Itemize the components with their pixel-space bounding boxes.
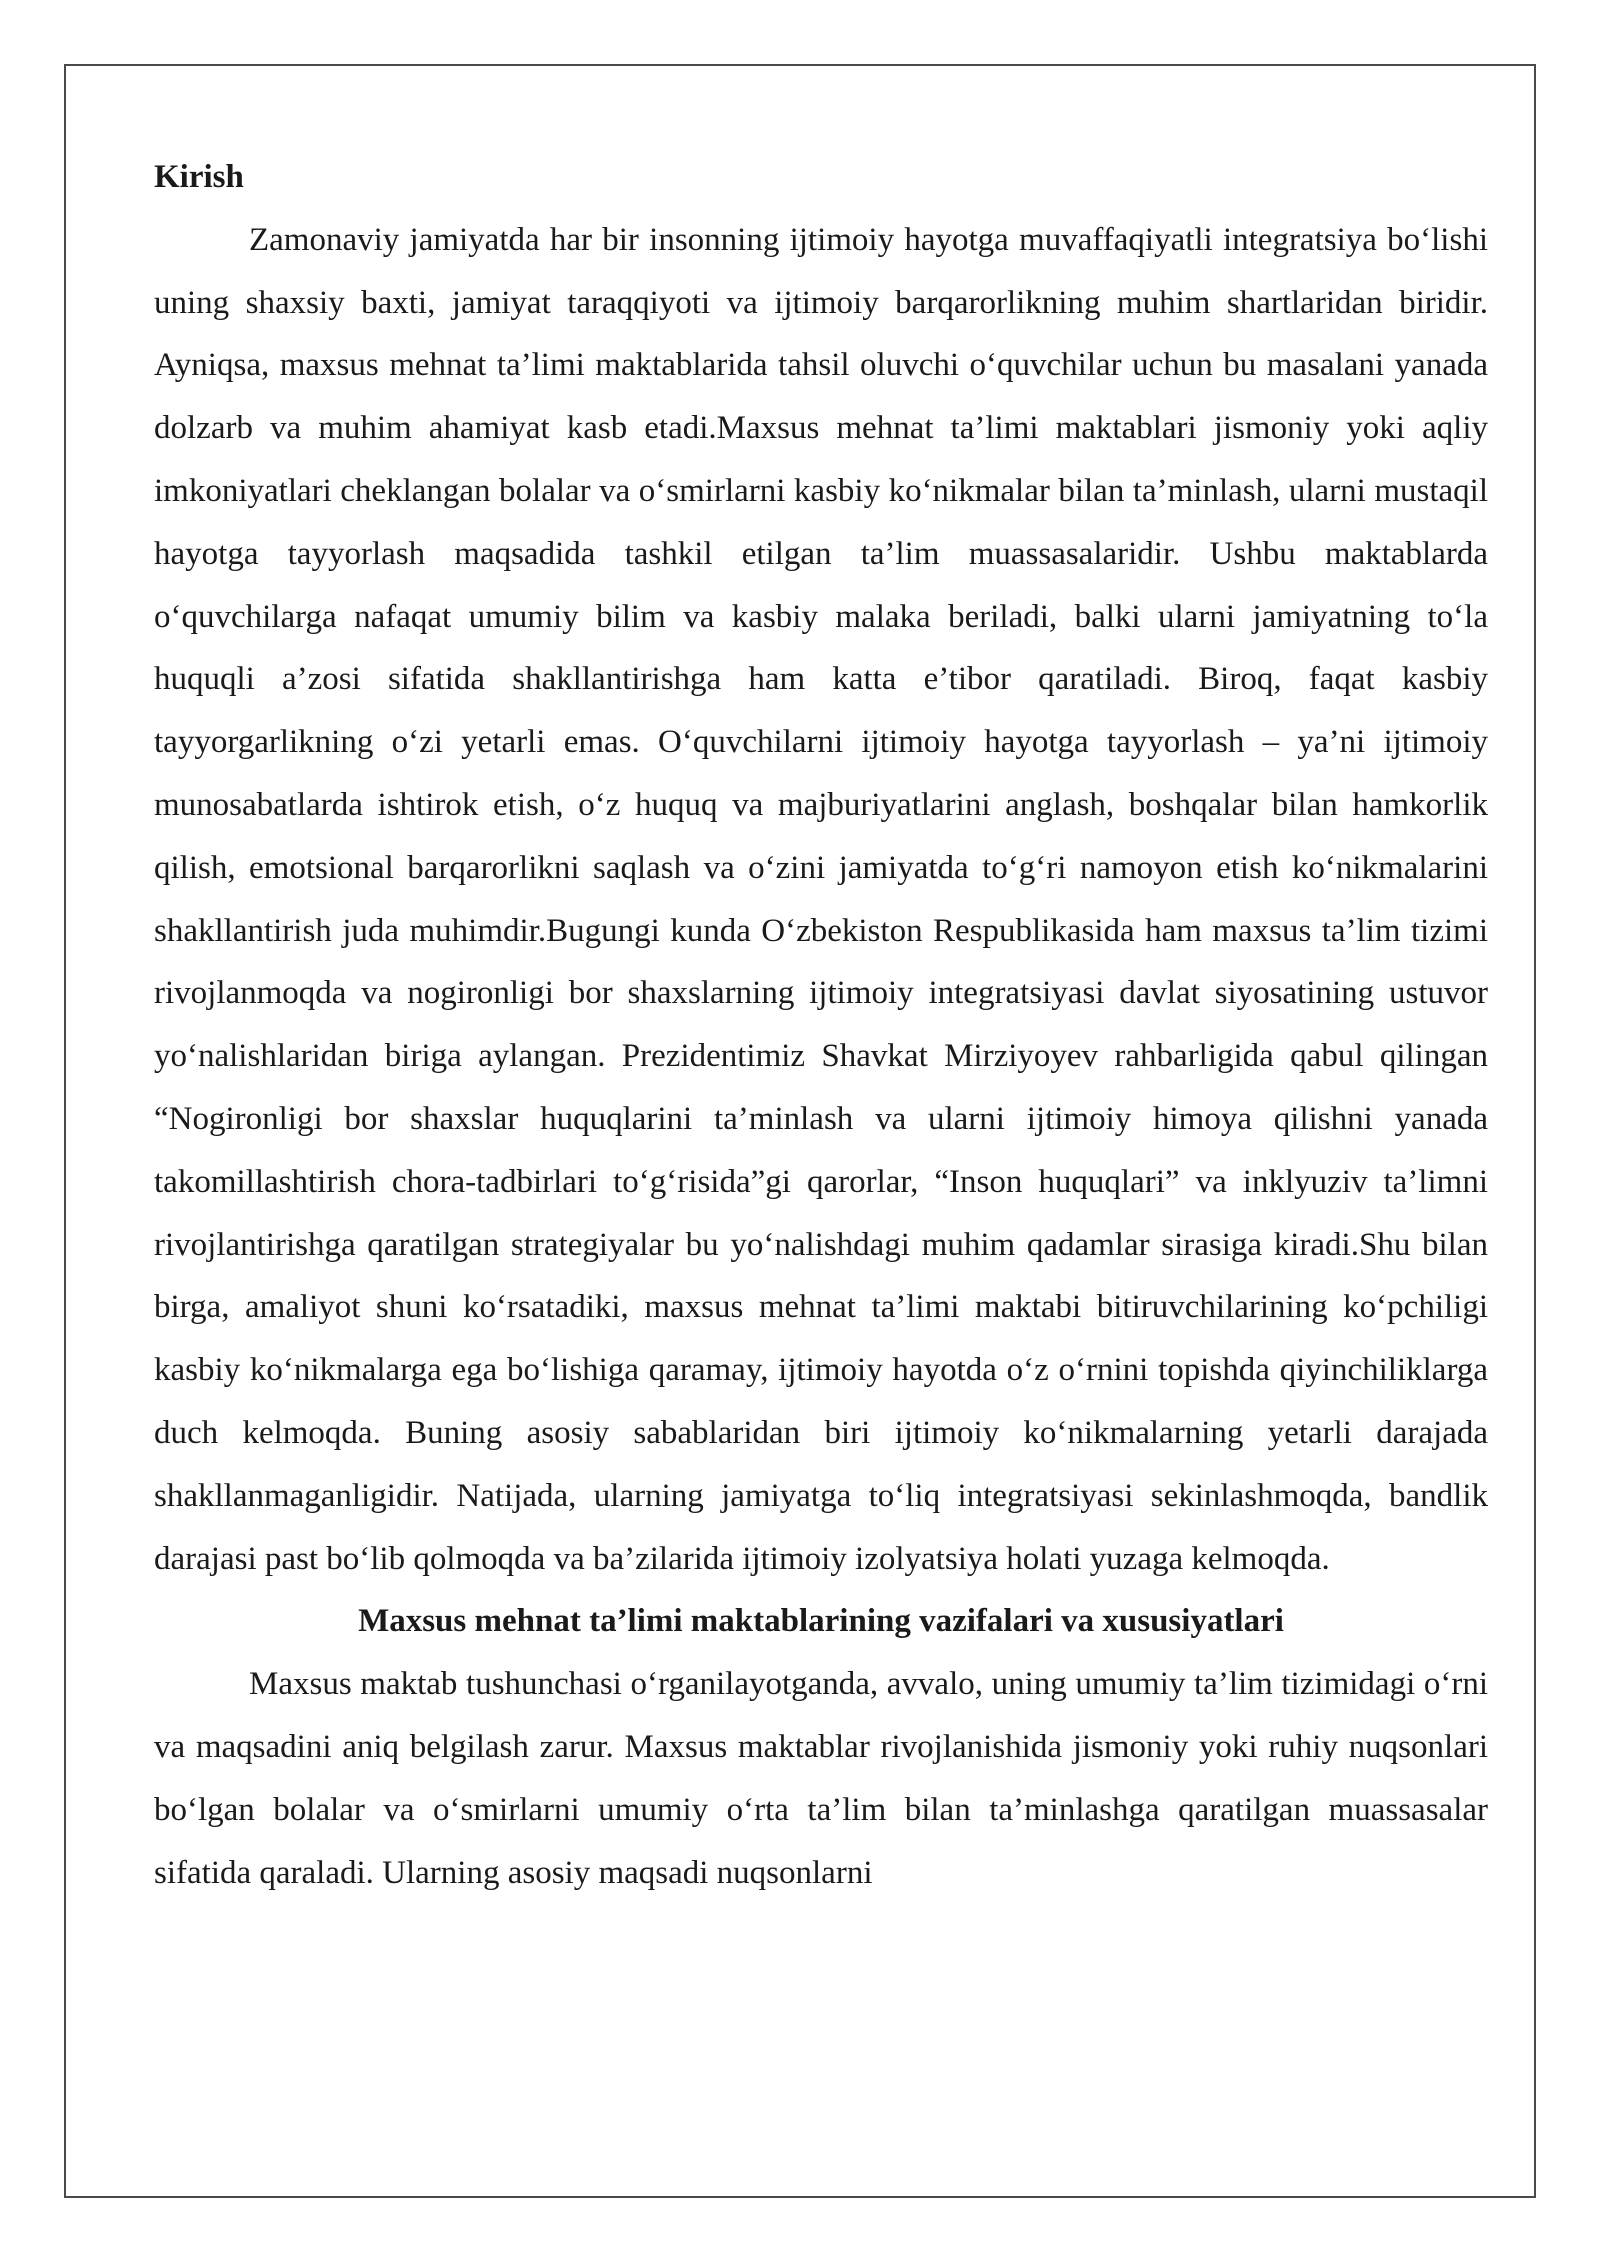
section-heading-introduction: Kirish (154, 159, 244, 195)
section-heading-school-tasks: Maxsus mehnat ta’limi maktablarining vazifalari va xususiyatlari (358, 1603, 1284, 1640)
document-body (154, 146, 1488, 1904)
paragraph-special-school: Maxsus maktab tushunchasi o‘rganilayotganda, avvalo, uning umumiy ta’lim tizimidagi o‘rni va maqsadini aniq belgilash zarur. Maxsus maktablar rivojlanishida jismoniy yoki ruhiy nuqsonlari bo‘lgan bolalar va o‘smirlarni umumiy o‘rta ta’lim bilan ta’minlashga qaratilgan muassasalar sifatida qaraladi. Ularning asosiy maqsadi nuqsonlarni (154, 1666, 1488, 1891)
paragraph-introduction: Zamonaviy jamiyatda har bir insonning ijtimoiy hayotga muvaffaqiyatli integratsiya bo‘lishi uning shaxsiy baxti, jamiyat taraqqiyoti va ijtimoiy barqarorlikning muhim shartlaridan biridir. Ayniqsa, maxsus mehnat ta’limi maktablarida tahsil oluvchi o‘quvchilar uchun bu masalani yanada dolzarb va muhim ahamiyat kasb etadi.Maxsus mehnat ta’limi maktablari jismoniy yoki aqliy imkoniyatlari cheklangan bolalar va o‘smirlarni kasbiy ko‘nikmalar bilan ta’minlash, ularni mustaqil hayotga tayyorlash maqsadida tashkil etilgan ta’lim muassasalaridir. Ushbu maktablarda o‘quvchilarga nafaqat umumiy bilim va kasbiy malaka beriladi, balki ularni jamiyatning to‘la huquqli a’zosi sifatida shakllantirishga ham katta e’tibor qaratiladi. Biroq, faqat kasbiy tayyorgarlikning o‘zi yetarli emas. O‘quvchilarni ijtimoiy hayotga tayyorlash – ya’ni ijtimoiy munosabatlarda ishtirok etish, o‘z huquq va majburiyatlarini anglash, boshqalar bilan hamkorlik qilish, emotsional barqarorlikni saqlash va o‘zini jamiyatda to‘g‘ri namoyon etish ko‘nikmalarini shakllantirish juda muhimdir.Bugungi kunda O‘zbekiston Respublikasida ham maxsus ta’lim tizimi rivojlanmoqda va nogironligi bor shaxslarning ijtimoiy integratsiyasi davlat siyosatining ustuvor yo‘nalishlaridan biriga aylangan. Prezidentimiz Shavkat Mirziyoyev rahbarligida qabul qilingan “Nogironligi bor shaxslar huquqlarini ta’minlash va ularni ijtimoiy himoya qilishni yanada takomillashtirish chora-tadbirlari to‘g‘risida”gi qarorlar, “Inson huquqlari” va inklyuziv ta’limni rivojlantirishga qaratilgan strategiyalar bu yo‘nalishdagi muhim qadamlar sirasiga kiradi.Shu bilan birga, amaliyot shuni ko‘rsatadiki, maxsus mehnat ta’limi maktabi bitiruvchilarining ko‘pchiligi kasbiy ko‘nikmalarga ega bo‘lishiga qaramay, ijtimoiy hayotda o‘z o‘rnini topishda qiyinchiliklarga duch kelmoqda. Buning asosiy sabablaridan biri ijtimoiy ko‘nikmalarning yetarli darajada shakllanmaganligidir. Natijada, ularning jamiyatga to‘liq integratsiyasi sekinlashmoqda, bandlik darajasi past bo‘lib qolmoqda va ba’zilarida ijtimoiy izolyatsiya holati yuzaga kelmoqda. (154, 221, 1488, 1577)
